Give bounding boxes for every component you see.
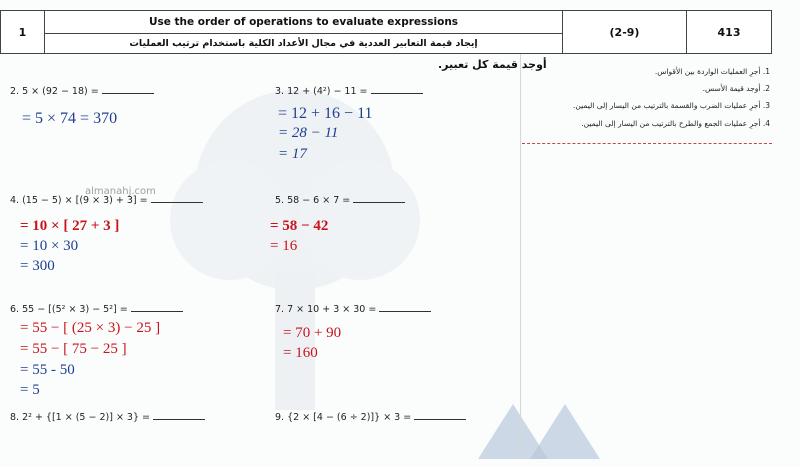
answer-6-line-2: = 55 − [ 75 − 25 ] [20, 341, 127, 357]
answer-7-line-1: = 70 + 90 [283, 325, 342, 341]
problem-8-text: 8. 2² + {[1 × (5 − 2)] × 3} = [10, 412, 151, 423]
answer-5-line-1: = 58 − 42 [270, 218, 329, 234]
watermark-triangle-right [530, 404, 600, 459]
answer-blank[interactable] [353, 202, 405, 203]
problem-5 [275, 195, 405, 206]
answer-blank[interactable] [371, 93, 423, 94]
answer-blank[interactable] [414, 419, 466, 420]
problem-7 [275, 304, 431, 315]
answer-blank[interactable] [131, 311, 183, 312]
lesson-title-english: Use the order of operations to evaluate expressions [45, 11, 562, 34]
answer-4-line-3: = 300 [20, 258, 55, 274]
problem-7-text: 7. 7 × 10 + 3 × 30 = [275, 304, 377, 315]
problem-3-text: 3. 12 + (4²) − 11 = [275, 86, 368, 97]
problem-6-text: 6. 55 − [(5² × 3) − 5²] = [10, 304, 128, 315]
answer-2-line-1: = 5 × 74 = 370 [22, 110, 118, 127]
problem-8 [10, 412, 205, 423]
answer-6-line-4: = 5 [20, 382, 40, 398]
answer-4-line-1: = 10 × [ 27 + 3 ] [20, 218, 120, 234]
answer-3-line-3: = 17 [278, 146, 307, 162]
problem-5-text: 5. 58 − 6 × 7 = [275, 195, 351, 206]
answer-4-line-2: = 10 × 30 [20, 238, 79, 254]
answer-blank[interactable] [379, 311, 431, 312]
problem-4-text: 4. (15 − 5) × [(9 × 3) + 3] = [10, 195, 148, 206]
instruction-1: 1. أجرِ العمليات الواردة بين الأقواس. [654, 67, 770, 76]
answer-blank[interactable] [151, 202, 203, 203]
problem-9-text: 9. {2 × [4 − (6 ÷ 2)]} × 3 = [275, 412, 412, 423]
answer-7-line-2: = 160 [283, 345, 318, 361]
instruction-3: 3. أجرِ عمليات الضرب والقسمة بالترتيب من اليسار إلى اليمين. [573, 101, 770, 110]
problem-9 [275, 412, 466, 423]
problem-2-text: 2. 5 × (92 − 18) = [10, 86, 99, 97]
lesson-title-arabic: إيجاد قيمة التعابير العددية في مجال الأعداد الكلية باستخدام ترتيب العمليات [129, 37, 478, 49]
answer-3-line-1: = 12 + 16 − 11 [278, 105, 373, 122]
answer-6-line-3: = 55 - 50 [20, 362, 75, 378]
answer-3-line-2: = 28 − 11 [278, 125, 339, 141]
answer-6-line-1: = 55 − [ (25 × 3) − 25 ] [20, 320, 161, 336]
problem-2 [10, 86, 154, 97]
page-number: 413 [717, 25, 741, 39]
problem-3 [275, 86, 423, 97]
answer-blank[interactable] [153, 419, 205, 420]
instruction-2: 2. أوجد قيمة الأسس. [702, 84, 770, 93]
instruction-4: 4. أجرِ عمليات الجمع والطرح بالترتيب من اليسار إلى اليمين. [581, 119, 770, 128]
header-table [0, 10, 772, 54]
column-divider [520, 54, 521, 459]
answer-5-line-2: = 16 [270, 238, 298, 254]
answer-blank[interactable] [102, 93, 154, 94]
problem-6 [10, 304, 183, 315]
section-title: أوجد قيمة كل تعبير. [438, 58, 547, 71]
watermark-text: almanahj.com [85, 186, 156, 197]
lesson-title-cell [45, 11, 563, 53]
lesson-code: (2-9) [563, 11, 687, 53]
lesson-number: 1 [1, 11, 45, 53]
dashed-separator [522, 143, 772, 144]
